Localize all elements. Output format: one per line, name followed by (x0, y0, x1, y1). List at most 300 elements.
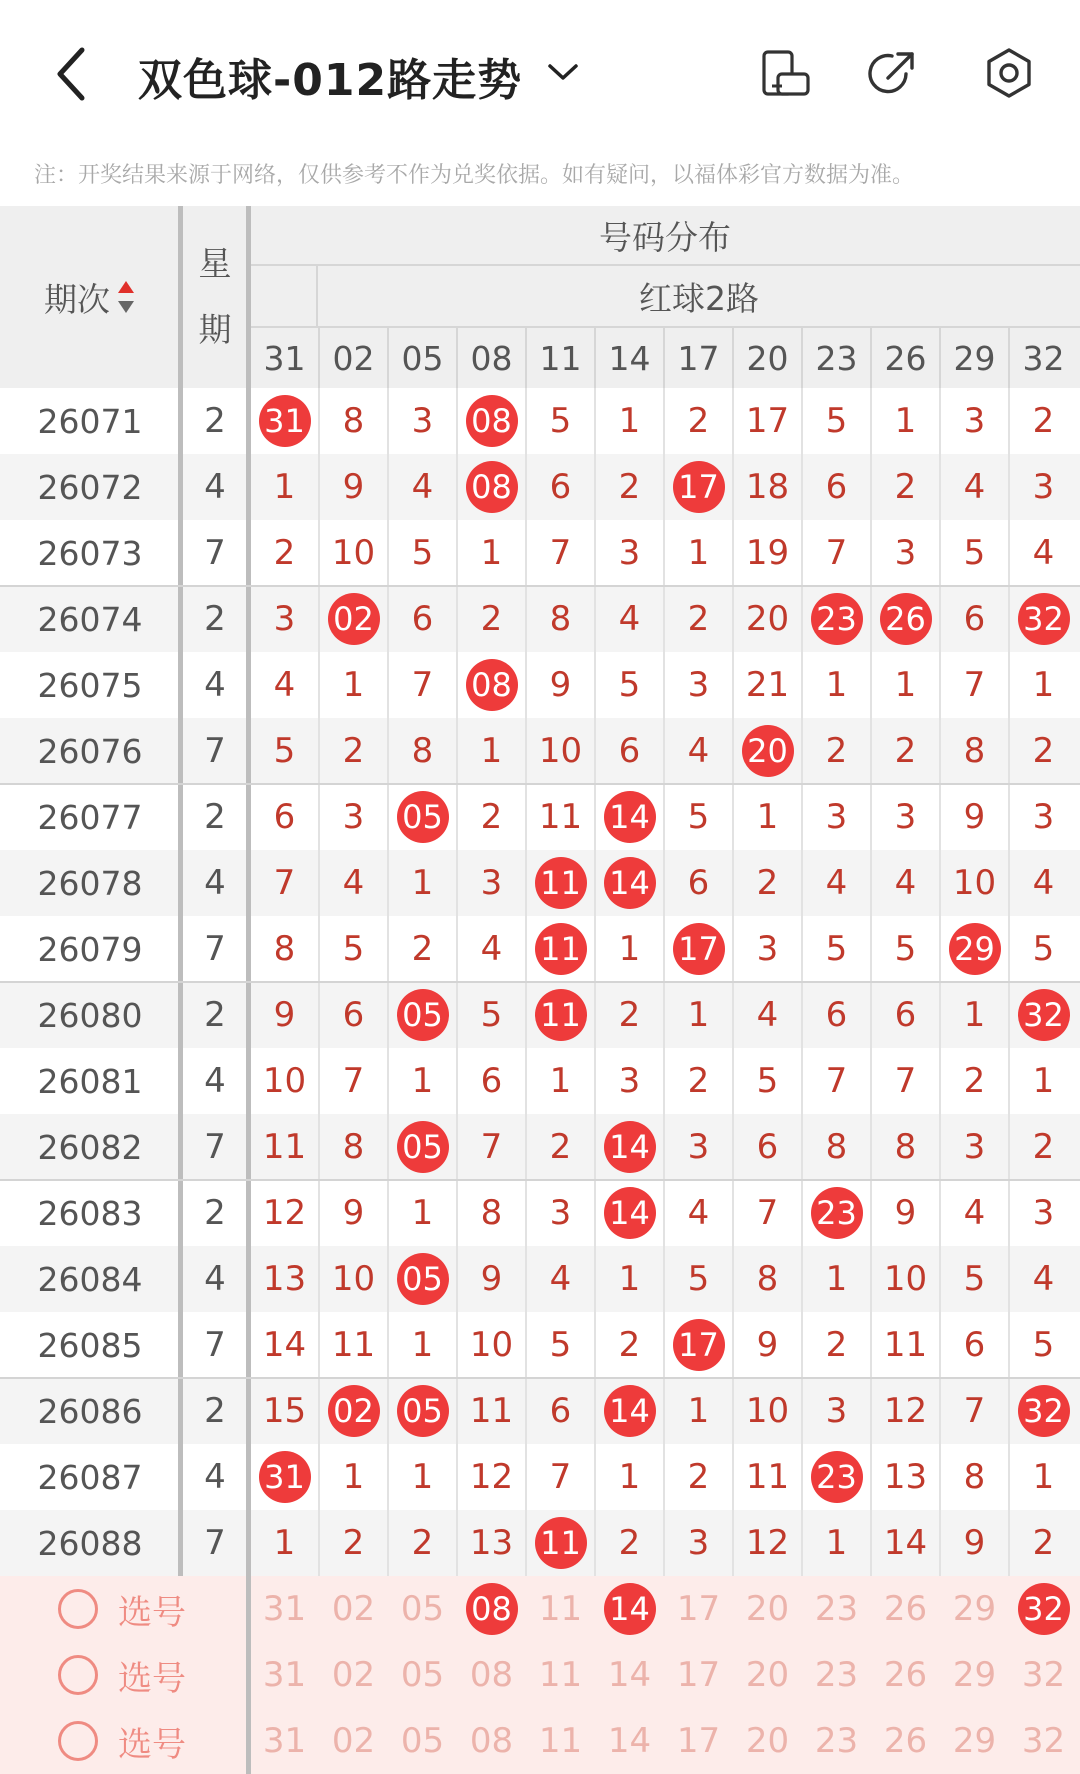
omission-cell: 1 (894, 665, 917, 705)
omission-cell: 6 (825, 995, 848, 1035)
hit-ball: 23 (811, 1451, 863, 1503)
table-row (0, 1312, 1080, 1378)
omission-cell: 2 (342, 1523, 365, 1563)
omission-cell: 1 (756, 797, 779, 837)
omission-cell: 2 (273, 533, 296, 573)
omission-cell: 1 (618, 1259, 641, 1299)
device-rotate-icon[interactable] (760, 46, 814, 100)
omission-cell: 9 (963, 1523, 986, 1563)
pick-number[interactable]: 02 (331, 1721, 376, 1761)
omission-cell: 4 (687, 1193, 710, 1233)
omission-cell: 8 (342, 401, 365, 441)
omission-cell: 13 (262, 1259, 307, 1299)
weekday-value: 7 (204, 1523, 226, 1563)
omission-cell (457, 388, 526, 454)
hit-ball: 11 (535, 923, 587, 975)
omission-cell (1009, 586, 1078, 652)
omission-cell (871, 586, 940, 652)
pick-number[interactable]: 11 (538, 1721, 583, 1761)
hit-ball: 14 (604, 791, 656, 843)
table-row (0, 520, 1080, 586)
omission-cell: 6 (342, 995, 365, 1035)
table-row (0, 1246, 1080, 1312)
omission-cell: 13 (469, 1523, 514, 1563)
table-row (0, 652, 1080, 718)
omission-cell (664, 454, 733, 520)
omission-cell: 5 (963, 1259, 986, 1299)
omission-cell: 5 (549, 401, 572, 441)
omission-cell (595, 784, 664, 850)
issue-column-header[interactable] (0, 206, 180, 388)
pick-number[interactable]: 23 (814, 1589, 859, 1629)
omission-cell: 6 (756, 1127, 779, 1167)
omission-cell: 11 (262, 1127, 307, 1167)
omission-cell: 8 (549, 599, 572, 639)
omission-cell: 9 (549, 665, 572, 705)
omission-cell (940, 916, 1009, 982)
table-row (0, 718, 1080, 784)
omission-cell: 6 (963, 599, 986, 639)
pick-number[interactable]: 29 (952, 1721, 997, 1761)
hit-ball: 02 (328, 1385, 380, 1437)
omission-cell: 3 (411, 401, 434, 441)
share-icon[interactable] (866, 46, 920, 100)
weekday-value: 7 (204, 1325, 226, 1365)
omission-cell: 8 (411, 731, 434, 771)
pick-number[interactable]: 02 (331, 1589, 376, 1629)
omission-cell: 3 (894, 797, 917, 837)
pick-row (0, 1642, 1080, 1708)
pick-number[interactable]: 11 (538, 1589, 583, 1629)
pick-number[interactable] (457, 1576, 526, 1642)
pick-number[interactable]: 31 (262, 1655, 307, 1695)
omission-cell (1009, 1378, 1078, 1444)
omission-cell: 2 (756, 863, 779, 903)
back-arrow-icon[interactable] (48, 44, 98, 104)
omission-cell (664, 1312, 733, 1378)
weekday-value: 4 (204, 1061, 226, 1101)
omission-cell: 3 (894, 533, 917, 573)
pick-number[interactable]: 08 (469, 1721, 514, 1761)
pick-number[interactable]: 14 (607, 1721, 652, 1761)
pick-number[interactable]: 23 (814, 1721, 859, 1761)
omission-cell: 7 (963, 1391, 986, 1431)
omission-cell: 7 (756, 1193, 779, 1233)
omission-cell: 4 (1032, 533, 1055, 573)
issue-number: 26086 (37, 1391, 143, 1431)
pick-number[interactable]: 23 (814, 1655, 859, 1695)
column-header-20: 20 (746, 338, 789, 378)
hit-ball: 31 (259, 1451, 311, 1503)
pick-number[interactable]: 05 (400, 1589, 445, 1629)
omission-cell: 1 (411, 1325, 434, 1365)
hit-ball: 08 (466, 461, 518, 513)
hit-ball: 23 (811, 1187, 863, 1239)
omission-cell: 13 (883, 1457, 928, 1497)
hit-ball: 32 (1018, 1385, 1070, 1437)
omission-cell: 9 (480, 1259, 503, 1299)
omission-cell: 6 (549, 1391, 572, 1431)
column-header-11: 11 (539, 338, 582, 378)
omission-cell: 5 (756, 1061, 779, 1101)
omission-cell: 5 (963, 533, 986, 573)
omission-cell: 3 (618, 1061, 641, 1101)
omission-cell: 4 (342, 863, 365, 903)
hit-ball: 05 (397, 1385, 449, 1437)
omission-cell: 5 (687, 1259, 710, 1299)
omission-cell: 2 (1032, 1127, 1055, 1167)
pick-number[interactable]: 14 (607, 1655, 652, 1695)
table-row (0, 850, 1080, 916)
omission-cell (388, 982, 457, 1048)
omission-cell: 5 (273, 731, 296, 771)
omission-cell: 6 (411, 599, 434, 639)
omission-cell: 7 (825, 533, 848, 573)
week-header-label-2: 期 (198, 310, 232, 349)
omission-cell: 8 (963, 1457, 986, 1497)
pick-number[interactable]: 29 (952, 1655, 997, 1695)
pick-number[interactable]: 02 (331, 1655, 376, 1695)
pick-toggle[interactable] (0, 1708, 248, 1774)
omission-cell (388, 1246, 457, 1312)
omission-cell: 1 (1032, 1457, 1055, 1497)
hit-ball: 23 (811, 593, 863, 645)
hit-ball: 14 (604, 1187, 656, 1239)
omission-cell: 6 (618, 731, 641, 771)
column-header-05: 05 (401, 338, 444, 378)
pick-number[interactable]: 31 (262, 1721, 307, 1761)
hit-ball: 14 (604, 1385, 656, 1437)
pick-number[interactable]: 17 (676, 1721, 721, 1761)
omission-cell: 1 (1032, 665, 1055, 705)
issue-number: 26085 (37, 1325, 143, 1365)
omission-cell: 2 (480, 599, 503, 639)
omission-cell: 1 (480, 731, 503, 771)
omission-cell: 7 (411, 665, 434, 705)
pick-number[interactable]: 32 (1021, 1655, 1066, 1695)
omission-cell: 4 (1032, 1259, 1055, 1299)
omission-cell: 4 (1032, 863, 1055, 903)
pick-number[interactable]: 29 (952, 1589, 997, 1629)
omission-cell: 2 (618, 1325, 641, 1365)
issue-number: 26075 (37, 665, 143, 705)
omission-cell: 1 (618, 401, 641, 441)
omission-cell (802, 1444, 871, 1510)
omission-cell: 5 (480, 995, 503, 1035)
omission-cell: 4 (963, 467, 986, 507)
omission-cell (388, 1114, 457, 1180)
omission-cell: 1 (273, 467, 296, 507)
hit-ball: 02 (328, 593, 380, 645)
omission-cell: 1 (480, 533, 503, 573)
hit-ball: 11 (535, 857, 587, 909)
omission-cell: 3 (756, 929, 779, 969)
omission-cell: 3 (618, 533, 641, 573)
column-header-02: 02 (332, 338, 375, 378)
table-row (0, 1114, 1080, 1180)
hit-ball: 05 (397, 1121, 449, 1173)
omission-cell: 9 (273, 995, 296, 1035)
omission-cell: 10 (469, 1325, 514, 1365)
omission-cell: 2 (480, 797, 503, 837)
sort-icon[interactable] (116, 279, 136, 315)
issue-number: 26087 (37, 1457, 143, 1497)
hit-ball: 17 (673, 1319, 725, 1371)
omission-cell: 3 (1032, 1193, 1055, 1233)
omission-cell: 2 (687, 401, 710, 441)
weekday-value: 4 (204, 665, 226, 705)
hit-ball: 17 (673, 461, 725, 513)
omission-cell: 8 (273, 929, 296, 969)
issue-number: 26081 (37, 1061, 143, 1101)
pick-number[interactable]: 05 (400, 1721, 445, 1761)
hit-ball: 20 (742, 725, 794, 777)
hit-ball: 14 (604, 857, 656, 909)
omission-cell: 12 (262, 1193, 307, 1233)
omission-cell: 3 (1032, 797, 1055, 837)
omission-cell: 7 (825, 1061, 848, 1101)
omission-cell: 7 (342, 1061, 365, 1101)
omission-cell (319, 586, 388, 652)
hit-ball: 32 (1018, 593, 1070, 645)
omission-cell (595, 850, 664, 916)
pick-number[interactable] (1009, 1576, 1078, 1642)
hit-ball: 17 (673, 923, 725, 975)
omission-cell: 1 (687, 995, 710, 1035)
omission-cell: 3 (825, 1391, 848, 1431)
omission-cell: 1 (411, 863, 434, 903)
omission-cell (526, 982, 595, 1048)
omission-cell: 4 (894, 863, 917, 903)
weekday-value: 7 (204, 731, 226, 771)
omission-cell: 11 (331, 1325, 376, 1365)
omission-cell (526, 850, 595, 916)
omission-cell: 15 (262, 1391, 307, 1431)
omission-cell: 7 (480, 1127, 503, 1167)
hit-ball: 05 (397, 791, 449, 843)
issue-number: 26076 (37, 731, 143, 771)
pick-number[interactable]: 26 (883, 1721, 928, 1761)
omission-cell: 12 (469, 1457, 514, 1497)
omission-cell: 14 (883, 1523, 928, 1563)
hit-ball: 05 (397, 989, 449, 1041)
table-header (0, 206, 1080, 388)
pick-number[interactable]: 26 (883, 1655, 928, 1695)
pick-number[interactable]: 26 (883, 1589, 928, 1629)
pick-row (0, 1708, 1080, 1774)
column-header-26: 26 (884, 338, 927, 378)
pick-toggle[interactable] (0, 1576, 248, 1642)
weekday-value: 2 (204, 797, 226, 837)
omission-cell: 10 (262, 1061, 307, 1101)
omission-cell: 3 (687, 1127, 710, 1167)
issue-number: 26083 (37, 1193, 143, 1233)
omission-cell (802, 586, 871, 652)
pick-row (0, 1576, 1080, 1642)
issue-header-label: 期次 (44, 279, 110, 319)
omission-cell: 9 (756, 1325, 779, 1365)
issue-number: 26078 (37, 863, 143, 903)
omission-cell: 6 (549, 467, 572, 507)
column-header-29: 29 (953, 338, 996, 378)
pick-number[interactable]: 05 (400, 1655, 445, 1695)
omission-cell (388, 1378, 457, 1444)
weekday-value: 2 (204, 599, 226, 639)
issue-number: 26072 (37, 467, 143, 507)
omission-cell: 3 (963, 1127, 986, 1167)
pick-number[interactable]: 31 (262, 1589, 307, 1629)
omission-cell: 6 (894, 995, 917, 1035)
omission-cell: 10 (331, 533, 376, 573)
omission-cell: 2 (894, 467, 917, 507)
pick-toggle[interactable] (0, 1642, 248, 1708)
chevron-down-icon[interactable] (546, 58, 580, 86)
pick-number[interactable]: 11 (538, 1655, 583, 1695)
omission-cell: 5 (549, 1325, 572, 1365)
omission-cell: 2 (825, 1325, 848, 1365)
hit-ball: 11 (535, 1517, 587, 1569)
omission-cell: 1 (1032, 1061, 1055, 1101)
issue-number: 26071 (37, 401, 143, 441)
column-header-14: 14 (608, 338, 651, 378)
trend-table (0, 206, 1080, 1765)
omission-cell: 1 (342, 1457, 365, 1497)
omission-cell: 4 (549, 1259, 572, 1299)
hit-ball: 14 (604, 1121, 656, 1173)
issue-number: 26080 (37, 995, 143, 1035)
pick-number[interactable]: 17 (676, 1589, 721, 1629)
hit-ball: 11 (535, 989, 587, 1041)
omission-cell: 2 (618, 1523, 641, 1563)
omission-cell: 2 (342, 731, 365, 771)
pick-number[interactable]: 08 (469, 1655, 514, 1695)
omission-cell (457, 454, 526, 520)
weekday-value: 7 (204, 929, 226, 969)
omission-cell: 10 (538, 731, 583, 771)
omission-cell: 8 (342, 1127, 365, 1167)
weekday-value: 4 (204, 1457, 226, 1497)
omission-cell: 2 (825, 731, 848, 771)
picked-ball[interactable]: 32 (1018, 1583, 1070, 1635)
weekday-value: 4 (204, 1259, 226, 1299)
omission-cell: 10 (883, 1259, 928, 1299)
table-row (0, 1510, 1080, 1576)
pick-number[interactable]: 20 (745, 1721, 790, 1761)
omission-cell: 1 (411, 1193, 434, 1233)
omission-cell: 5 (1032, 1325, 1055, 1365)
pick-label: 选号 (118, 1724, 186, 1765)
radio-circle-icon[interactable] (58, 1589, 98, 1629)
issue-number: 26084 (37, 1259, 143, 1299)
omission-cell: 6 (273, 797, 296, 837)
omission-cell (802, 1180, 871, 1246)
column-header-23: 23 (815, 338, 858, 378)
omission-cell: 11 (883, 1325, 928, 1365)
hit-ball: 29 (949, 923, 1001, 975)
radio-circle-icon[interactable] (58, 1721, 98, 1761)
omission-cell (388, 784, 457, 850)
picked-ball[interactable]: 08 (466, 1583, 518, 1635)
pick-number[interactable]: 20 (745, 1589, 790, 1629)
omission-cell: 1 (963, 995, 986, 1035)
omission-cell: 2 (963, 1061, 986, 1101)
picked-ball[interactable]: 14 (604, 1583, 656, 1635)
omission-cell: 2 (618, 995, 641, 1035)
pick-label: 选号 (118, 1658, 186, 1699)
omission-cell: 2 (894, 731, 917, 771)
omission-cell: 7 (549, 533, 572, 573)
omission-cell: 1 (894, 401, 917, 441)
pick-number[interactable]: 17 (676, 1655, 721, 1695)
hit-ball: 08 (466, 659, 518, 711)
column-header-31: 31 (263, 338, 306, 378)
issue-number: 26074 (37, 599, 143, 639)
omission-cell (457, 652, 526, 718)
pick-number[interactable]: 20 (745, 1655, 790, 1695)
omission-cell: 8 (963, 731, 986, 771)
issue-number: 26079 (37, 929, 143, 969)
omission-cell: 2 (1032, 401, 1055, 441)
omission-cell: 10 (745, 1391, 790, 1431)
omission-cell: 2 (687, 599, 710, 639)
omission-cell: 6 (963, 1325, 986, 1365)
column-header-08: 08 (470, 338, 513, 378)
table-row (0, 586, 1080, 652)
pick-number[interactable] (595, 1576, 664, 1642)
omission-cell: 21 (745, 665, 790, 705)
omission-cell: 3 (687, 665, 710, 705)
omission-cell: 5 (411, 533, 434, 573)
omission-cell: 6 (687, 863, 710, 903)
hit-ball: 26 (880, 593, 932, 645)
omission-cell: 18 (745, 467, 790, 507)
omission-cell (595, 1378, 664, 1444)
omission-cell: 5 (894, 929, 917, 969)
omission-cell: 5 (618, 665, 641, 705)
omission-cell: 9 (963, 797, 986, 837)
omission-cell: 2 (1032, 1523, 1055, 1563)
radio-circle-icon[interactable] (58, 1655, 98, 1695)
omission-cell: 1 (411, 1061, 434, 1101)
omission-cell: 3 (342, 797, 365, 837)
omission-cell: 3 (480, 863, 503, 903)
omission-cell: 7 (273, 863, 296, 903)
omission-cell: 4 (687, 731, 710, 771)
omission-cell: 9 (342, 467, 365, 507)
weekday-value: 4 (204, 467, 226, 507)
omission-cell: 2 (549, 1127, 572, 1167)
omission-cell: 1 (825, 1259, 848, 1299)
omission-cell: 12 (883, 1391, 928, 1431)
omission-cell: 1 (825, 665, 848, 705)
omission-cell: 1 (618, 1457, 641, 1497)
omission-cell: 10 (952, 863, 997, 903)
omission-cell: 6 (825, 467, 848, 507)
omission-cell: 2 (687, 1061, 710, 1101)
red-ball-route-header: 红球2路 (639, 278, 759, 318)
omission-cell: 1 (411, 1457, 434, 1497)
settings-gear-icon[interactable] (982, 46, 1036, 100)
omission-cell: 7 (549, 1457, 572, 1497)
hit-ball: 31 (259, 395, 311, 447)
omission-cell (526, 916, 595, 982)
table-row (0, 1180, 1080, 1246)
omission-cell: 4 (618, 599, 641, 639)
pick-number[interactable]: 32 (1021, 1721, 1066, 1761)
omission-cell: 6 (480, 1061, 503, 1101)
omission-cell: 5 (1032, 929, 1055, 969)
page-title[interactable]: 双色球-012路走势 (138, 55, 523, 106)
